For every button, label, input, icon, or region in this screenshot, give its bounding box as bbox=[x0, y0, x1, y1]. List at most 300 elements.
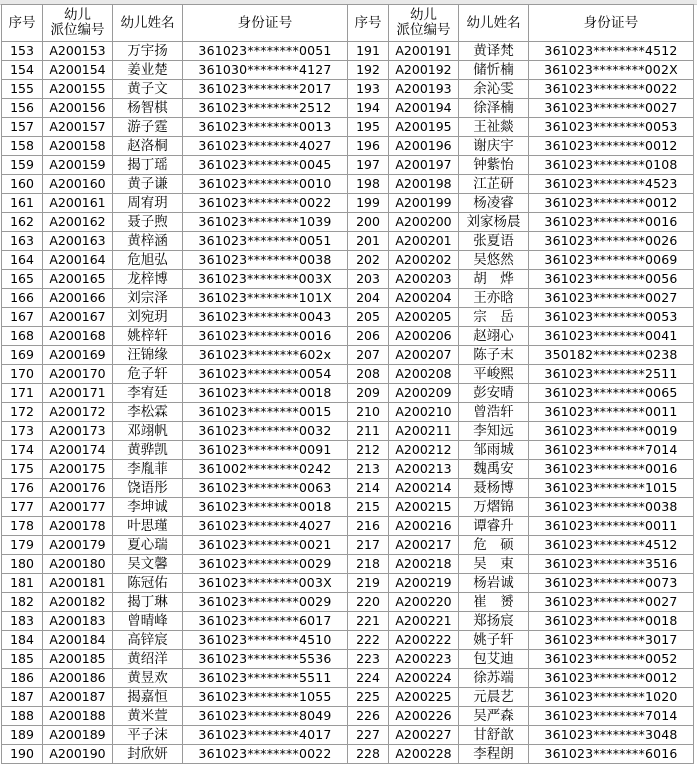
cell-left-id: 361023********4027 bbox=[183, 137, 348, 156]
cell-right-id: 361023********0011 bbox=[529, 517, 694, 536]
cell-left-no: A200170 bbox=[43, 365, 113, 384]
cell-left-id: 361023********003X bbox=[183, 270, 348, 289]
cell-right-no: A200193 bbox=[389, 80, 459, 99]
cell-right-id: 361023********0026 bbox=[529, 232, 694, 251]
cell-left-no: A200179 bbox=[43, 536, 113, 555]
cell-right-seq: 200 bbox=[348, 213, 389, 232]
cell-left-id: 361023********602x bbox=[183, 346, 348, 365]
table-row bbox=[2, 726, 694, 745]
cell-right-name: 徐泽楠 bbox=[459, 99, 529, 118]
cell-right-seq: 192 bbox=[348, 61, 389, 80]
cell-right-name: 邹雨城 bbox=[459, 441, 529, 460]
cell-left-no: A200188 bbox=[43, 707, 113, 726]
cell-left-seq: 173 bbox=[2, 422, 43, 441]
cell-right-seq: 228 bbox=[348, 745, 389, 764]
cell-right-seq: 215 bbox=[348, 498, 389, 517]
cell-left-no: A200175 bbox=[43, 460, 113, 479]
cell-left-name: 吴文馨 bbox=[113, 555, 183, 574]
cell-right-no: A200198 bbox=[389, 175, 459, 194]
cell-left-id: 361023********4510 bbox=[183, 631, 348, 650]
cell-right-name: 包艾迪 bbox=[459, 650, 529, 669]
cell-right-no: A200214 bbox=[389, 479, 459, 498]
cell-right-name: 谢庆宇 bbox=[459, 137, 529, 156]
cell-left-seq: 170 bbox=[2, 365, 43, 384]
cell-right-name: 郑扬宸 bbox=[459, 612, 529, 631]
cell-left-seq: 190 bbox=[2, 745, 43, 764]
cell-right-no: A200211 bbox=[389, 422, 459, 441]
enrollment-table bbox=[1, 4, 694, 764]
header-id-right: 身份证号 bbox=[529, 5, 694, 42]
cell-right-name: 储忻楠 bbox=[459, 61, 529, 80]
cell-right-seq: 220 bbox=[348, 593, 389, 612]
header-number-left bbox=[43, 5, 113, 42]
cell-right-no: A200200 bbox=[389, 213, 459, 232]
cell-right-no: A200217 bbox=[389, 536, 459, 555]
cell-right-id: 361023********0038 bbox=[529, 498, 694, 517]
cell-left-id: 361023********0063 bbox=[183, 479, 348, 498]
cell-left-seq: 160 bbox=[2, 175, 43, 194]
cell-right-name: 胡 烨 bbox=[459, 270, 529, 289]
cell-left-no: A200184 bbox=[43, 631, 113, 650]
cell-right-name: 余沁雯 bbox=[459, 80, 529, 99]
cell-left-id: 361023********0038 bbox=[183, 251, 348, 270]
table-row bbox=[2, 118, 694, 137]
cell-right-no: A200210 bbox=[389, 403, 459, 422]
cell-left-id: 361023********5511 bbox=[183, 669, 348, 688]
cell-left-id: 361023********0018 bbox=[183, 498, 348, 517]
cell-left-name: 黄昱欢 bbox=[113, 669, 183, 688]
cell-right-id: 361023********1015 bbox=[529, 479, 694, 498]
cell-right-name: 魏禹安 bbox=[459, 460, 529, 479]
cell-right-seq: 221 bbox=[348, 612, 389, 631]
header-seq-right: 序号 bbox=[348, 5, 389, 42]
cell-left-seq: 167 bbox=[2, 308, 43, 327]
cell-left-id: 361023********5536 bbox=[183, 650, 348, 669]
table-row bbox=[2, 289, 694, 308]
cell-left-seq: 168 bbox=[2, 327, 43, 346]
cell-right-id: 361023********0016 bbox=[529, 460, 694, 479]
cell-left-no: A200161 bbox=[43, 194, 113, 213]
cell-left-id: 361023********101X bbox=[183, 289, 348, 308]
cell-left-name: 刘宛玥 bbox=[113, 308, 183, 327]
cell-left-seq: 164 bbox=[2, 251, 43, 270]
cell-left-id: 361023********0045 bbox=[183, 156, 348, 175]
cell-right-no: A200194 bbox=[389, 99, 459, 118]
cell-right-seq: 209 bbox=[348, 384, 389, 403]
cell-left-name: 高锌宸 bbox=[113, 631, 183, 650]
cell-left-id: 361023********0018 bbox=[183, 384, 348, 403]
cell-left-seq: 169 bbox=[2, 346, 43, 365]
cell-right-seq: 224 bbox=[348, 669, 389, 688]
cell-left-no: A200173 bbox=[43, 422, 113, 441]
cell-left-name: 揭嘉恒 bbox=[113, 688, 183, 707]
cell-left-no: A200169 bbox=[43, 346, 113, 365]
cell-right-name: 杨凌睿 bbox=[459, 194, 529, 213]
cell-left-id: 361023********0029 bbox=[183, 555, 348, 574]
table-row bbox=[2, 175, 694, 194]
cell-left-seq: 188 bbox=[2, 707, 43, 726]
table-row bbox=[2, 365, 694, 384]
cell-left-name: 黄米萱 bbox=[113, 707, 183, 726]
cell-left-id: 361023********0021 bbox=[183, 536, 348, 555]
table-row bbox=[2, 137, 694, 156]
cell-right-id: 361023********0027 bbox=[529, 289, 694, 308]
cell-left-seq: 178 bbox=[2, 517, 43, 536]
cell-left-seq: 162 bbox=[2, 213, 43, 232]
cell-right-id: 361023********0108 bbox=[529, 156, 694, 175]
cell-left-no: A200158 bbox=[43, 137, 113, 156]
cell-left-seq: 171 bbox=[2, 384, 43, 403]
cell-right-id: 361023********0011 bbox=[529, 403, 694, 422]
cell-right-id: 361023********0012 bbox=[529, 194, 694, 213]
cell-left-name: 封欣妍 bbox=[113, 745, 183, 764]
table-row bbox=[2, 745, 694, 764]
cell-left-name: 危子轩 bbox=[113, 365, 183, 384]
table-row bbox=[2, 346, 694, 365]
table-row bbox=[2, 688, 694, 707]
cell-right-seq: 204 bbox=[348, 289, 389, 308]
cell-left-id: 361023********2017 bbox=[183, 80, 348, 99]
cell-right-seq: 194 bbox=[348, 99, 389, 118]
table-row bbox=[2, 327, 694, 346]
cell-right-no: A200228 bbox=[389, 745, 459, 764]
header-number-left-line2: 派位编号 bbox=[50, 22, 105, 38]
cell-right-id: 361023********0053 bbox=[529, 118, 694, 137]
cell-right-name: 江芷研 bbox=[459, 175, 529, 194]
table-row bbox=[2, 707, 694, 726]
cell-left-seq: 184 bbox=[2, 631, 43, 650]
table-row bbox=[2, 80, 694, 99]
cell-right-seq: 206 bbox=[348, 327, 389, 346]
cell-right-seq: 222 bbox=[348, 631, 389, 650]
cell-right-seq: 223 bbox=[348, 650, 389, 669]
cell-right-seq: 196 bbox=[348, 137, 389, 156]
cell-left-id: 361023********0010 bbox=[183, 175, 348, 194]
table-row bbox=[2, 460, 694, 479]
table-row bbox=[2, 156, 694, 175]
cell-right-name: 崔 赟 bbox=[459, 593, 529, 612]
cell-right-name: 平峻熙 bbox=[459, 365, 529, 384]
cell-right-id: 361023********0012 bbox=[529, 669, 694, 688]
cell-left-no: A200177 bbox=[43, 498, 113, 517]
cell-right-seq: 212 bbox=[348, 441, 389, 460]
cell-right-id: 361023********0056 bbox=[529, 270, 694, 289]
cell-left-name: 李胤菲 bbox=[113, 460, 183, 479]
header-number-right-line2: 派位编号 bbox=[396, 22, 451, 38]
cell-left-name: 危旭弘 bbox=[113, 251, 183, 270]
cell-left-seq: 180 bbox=[2, 555, 43, 574]
cell-right-seq: 191 bbox=[348, 42, 389, 61]
table-row bbox=[2, 213, 694, 232]
cell-right-no: A200223 bbox=[389, 650, 459, 669]
cell-right-seq: 202 bbox=[348, 251, 389, 270]
cell-left-name: 赵洛桐 bbox=[113, 137, 183, 156]
table-row bbox=[2, 422, 694, 441]
cell-right-no: A200209 bbox=[389, 384, 459, 403]
cell-right-seq: 227 bbox=[348, 726, 389, 745]
cell-right-no: A200201 bbox=[389, 232, 459, 251]
cell-left-no: A200182 bbox=[43, 593, 113, 612]
cell-right-seq: 226 bbox=[348, 707, 389, 726]
cell-left-seq: 163 bbox=[2, 232, 43, 251]
cell-left-seq: 181 bbox=[2, 574, 43, 593]
cell-left-name: 聂子煦 bbox=[113, 213, 183, 232]
table-row bbox=[2, 232, 694, 251]
cell-left-no: A200172 bbox=[43, 403, 113, 422]
cell-left-name: 杨智棋 bbox=[113, 99, 183, 118]
cell-right-seq: 218 bbox=[348, 555, 389, 574]
cell-right-id: 361023********002X bbox=[529, 61, 694, 80]
cell-left-id: 361023********6017 bbox=[183, 612, 348, 631]
cell-left-no: A200153 bbox=[43, 42, 113, 61]
cell-right-name: 危 硕 bbox=[459, 536, 529, 555]
cell-right-name: 吴严森 bbox=[459, 707, 529, 726]
cell-left-name: 黄子谦 bbox=[113, 175, 183, 194]
cell-left-id: 361023********0091 bbox=[183, 441, 348, 460]
cell-left-no: A200186 bbox=[43, 669, 113, 688]
cell-left-name: 李坤诚 bbox=[113, 498, 183, 517]
cell-right-name: 李知远 bbox=[459, 422, 529, 441]
table-body bbox=[2, 42, 694, 764]
cell-left-name: 饶语彤 bbox=[113, 479, 183, 498]
cell-left-no: A200160 bbox=[43, 175, 113, 194]
cell-right-no: A200205 bbox=[389, 308, 459, 327]
cell-right-no: A200224 bbox=[389, 669, 459, 688]
cell-right-id: 361023********6016 bbox=[529, 745, 694, 764]
cell-right-id: 361023********4512 bbox=[529, 42, 694, 61]
cell-right-no: A200191 bbox=[389, 42, 459, 61]
cell-left-seq: 172 bbox=[2, 403, 43, 422]
table-row bbox=[2, 194, 694, 213]
cell-right-name: 徐苏端 bbox=[459, 669, 529, 688]
cell-left-seq: 187 bbox=[2, 688, 43, 707]
cell-right-no: A200203 bbox=[389, 270, 459, 289]
cell-left-id: 361002********0242 bbox=[183, 460, 348, 479]
cell-right-no: A200221 bbox=[389, 612, 459, 631]
cell-right-seq: 216 bbox=[348, 517, 389, 536]
cell-right-no: A200206 bbox=[389, 327, 459, 346]
table-row bbox=[2, 669, 694, 688]
cell-right-name: 彭安晴 bbox=[459, 384, 529, 403]
cell-left-name: 游子霆 bbox=[113, 118, 183, 137]
cell-right-id: 361023********0016 bbox=[529, 213, 694, 232]
cell-right-id: 361023********0018 bbox=[529, 612, 694, 631]
cell-left-seq: 161 bbox=[2, 194, 43, 213]
cell-right-seq: 211 bbox=[348, 422, 389, 441]
cell-left-name: 揭丁琳 bbox=[113, 593, 183, 612]
cell-right-name: 宗 岳 bbox=[459, 308, 529, 327]
table-row bbox=[2, 384, 694, 403]
cell-left-no: A200166 bbox=[43, 289, 113, 308]
cell-left-name: 李松霖 bbox=[113, 403, 183, 422]
cell-left-no: A200174 bbox=[43, 441, 113, 460]
cell-left-seq: 166 bbox=[2, 289, 43, 308]
cell-left-name: 黄梓涵 bbox=[113, 232, 183, 251]
cell-right-id: 361023********0012 bbox=[529, 137, 694, 156]
cell-right-id: 361023********0052 bbox=[529, 650, 694, 669]
cell-right-id: 361023********3017 bbox=[529, 631, 694, 650]
cell-left-name: 万宇扬 bbox=[113, 42, 183, 61]
cell-left-name: 龙梓博 bbox=[113, 270, 183, 289]
cell-left-id: 361030********4127 bbox=[183, 61, 348, 80]
cell-right-id: 361023********4523 bbox=[529, 175, 694, 194]
cell-left-name: 揭丁瑶 bbox=[113, 156, 183, 175]
cell-left-id: 361023********0013 bbox=[183, 118, 348, 137]
cell-right-id: 350182********0238 bbox=[529, 346, 694, 365]
cell-left-name: 姚梓轩 bbox=[113, 327, 183, 346]
cell-left-id: 361023********0016 bbox=[183, 327, 348, 346]
cell-left-seq: 189 bbox=[2, 726, 43, 745]
cell-right-seq: 193 bbox=[348, 80, 389, 99]
cell-right-name: 姚子轩 bbox=[459, 631, 529, 650]
header-name-left: 幼儿姓名 bbox=[113, 5, 183, 42]
cell-right-seq: 198 bbox=[348, 175, 389, 194]
cell-left-seq: 153 bbox=[2, 42, 43, 61]
cell-right-no: A200207 bbox=[389, 346, 459, 365]
cell-left-no: A200183 bbox=[43, 612, 113, 631]
cell-left-no: A200180 bbox=[43, 555, 113, 574]
cell-left-id: 361023********0015 bbox=[183, 403, 348, 422]
cell-right-no: A200218 bbox=[389, 555, 459, 574]
cell-left-id: 361023********2512 bbox=[183, 99, 348, 118]
cell-left-id: 361023********4017 bbox=[183, 726, 348, 745]
cell-right-seq: 195 bbox=[348, 118, 389, 137]
cell-right-id: 361023********0073 bbox=[529, 574, 694, 593]
cell-left-name: 陈冠佑 bbox=[113, 574, 183, 593]
cell-right-no: A200204 bbox=[389, 289, 459, 308]
table-row bbox=[2, 99, 694, 118]
cell-right-seq: 219 bbox=[348, 574, 389, 593]
cell-right-name: 赵翊心 bbox=[459, 327, 529, 346]
cell-right-id: 361023********0027 bbox=[529, 99, 694, 118]
cell-left-id: 361023********0029 bbox=[183, 593, 348, 612]
cell-left-name: 姜业楚 bbox=[113, 61, 183, 80]
cell-right-seq: 199 bbox=[348, 194, 389, 213]
cell-right-no: A200212 bbox=[389, 441, 459, 460]
cell-right-seq: 197 bbox=[348, 156, 389, 175]
header-number-left-line1: 幼儿 bbox=[64, 7, 91, 23]
cell-left-seq: 158 bbox=[2, 137, 43, 156]
cell-left-no: A200168 bbox=[43, 327, 113, 346]
cell-right-name: 万熠锦 bbox=[459, 498, 529, 517]
cell-right-seq: 205 bbox=[348, 308, 389, 327]
table-row bbox=[2, 270, 694, 289]
cell-right-name: 李程朗 bbox=[459, 745, 529, 764]
cell-left-id: 361023********0051 bbox=[183, 42, 348, 61]
table-row bbox=[2, 61, 694, 80]
cell-right-id: 361023********2511 bbox=[529, 365, 694, 384]
cell-left-name: 刘宗泽 bbox=[113, 289, 183, 308]
table-row bbox=[2, 612, 694, 631]
cell-left-no: A200165 bbox=[43, 270, 113, 289]
cell-left-seq: 185 bbox=[2, 650, 43, 669]
cell-left-no: A200187 bbox=[43, 688, 113, 707]
cell-left-no: A200155 bbox=[43, 80, 113, 99]
cell-right-no: A200220 bbox=[389, 593, 459, 612]
header-name-right: 幼儿姓名 bbox=[459, 5, 529, 42]
table-row bbox=[2, 251, 694, 270]
cell-left-seq: 157 bbox=[2, 118, 43, 137]
cell-left-no: A200157 bbox=[43, 118, 113, 137]
cell-right-no: A200213 bbox=[389, 460, 459, 479]
cell-left-no: A200190 bbox=[43, 745, 113, 764]
table-row bbox=[2, 574, 694, 593]
table-row bbox=[2, 555, 694, 574]
cell-left-id: 361023********0022 bbox=[183, 194, 348, 213]
cell-left-name: 汪锦缘 bbox=[113, 346, 183, 365]
table-row bbox=[2, 403, 694, 422]
cell-left-name: 平子沫 bbox=[113, 726, 183, 745]
cell-left-id: 361023********1039 bbox=[183, 213, 348, 232]
cell-left-seq: 154 bbox=[2, 61, 43, 80]
cell-left-seq: 183 bbox=[2, 612, 43, 631]
cell-right-id: 361023********4512 bbox=[529, 536, 694, 555]
cell-right-name: 张夏语 bbox=[459, 232, 529, 251]
cell-right-id: 361023********0022 bbox=[529, 80, 694, 99]
cell-right-id: 361023********0027 bbox=[529, 593, 694, 612]
cell-right-no: A200202 bbox=[389, 251, 459, 270]
cell-right-name: 王亦晗 bbox=[459, 289, 529, 308]
cell-right-no: A200195 bbox=[389, 118, 459, 137]
cell-right-name: 吴悠然 bbox=[459, 251, 529, 270]
cell-left-seq: 156 bbox=[2, 99, 43, 118]
cell-right-no: A200208 bbox=[389, 365, 459, 384]
cell-right-name: 吴 束 bbox=[459, 555, 529, 574]
table-row bbox=[2, 631, 694, 650]
cell-left-id: 361023********0054 bbox=[183, 365, 348, 384]
cell-left-seq: 174 bbox=[2, 441, 43, 460]
cell-left-no: A200159 bbox=[43, 156, 113, 175]
cell-left-name: 黄绍洋 bbox=[113, 650, 183, 669]
cell-left-name: 周宥玥 bbox=[113, 194, 183, 213]
header-id-left: 身份证号 bbox=[183, 5, 348, 42]
cell-right-id: 361023********7014 bbox=[529, 707, 694, 726]
cell-left-seq: 159 bbox=[2, 156, 43, 175]
table-row bbox=[2, 536, 694, 555]
cell-right-name: 陈子末 bbox=[459, 346, 529, 365]
cell-right-id: 361023********3048 bbox=[529, 726, 694, 745]
table-row bbox=[2, 593, 694, 612]
cell-left-seq: 155 bbox=[2, 80, 43, 99]
cell-left-seq: 177 bbox=[2, 498, 43, 517]
table-row bbox=[2, 308, 694, 327]
cell-right-name: 黄译梵 bbox=[459, 42, 529, 61]
table-row bbox=[2, 42, 694, 61]
header-number-right-line1: 幼儿 bbox=[410, 7, 437, 23]
cell-left-seq: 182 bbox=[2, 593, 43, 612]
cell-right-seq: 214 bbox=[348, 479, 389, 498]
table-row bbox=[2, 517, 694, 536]
cell-left-name: 黄子文 bbox=[113, 80, 183, 99]
cell-left-name: 夏心瑞 bbox=[113, 536, 183, 555]
cell-right-id: 361023********0053 bbox=[529, 308, 694, 327]
header-seq-left: 序号 bbox=[2, 5, 43, 42]
cell-right-no: A200199 bbox=[389, 194, 459, 213]
cell-right-name: 钟紫怡 bbox=[459, 156, 529, 175]
cell-right-name: 元晨艺 bbox=[459, 688, 529, 707]
cell-right-id: 361023********0065 bbox=[529, 384, 694, 403]
cell-right-id: 361023********0069 bbox=[529, 251, 694, 270]
cell-left-id: 361023********1055 bbox=[183, 688, 348, 707]
cell-right-id: 361023********0019 bbox=[529, 422, 694, 441]
cell-left-no: A200167 bbox=[43, 308, 113, 327]
cell-left-no: A200164 bbox=[43, 251, 113, 270]
cell-right-no: A200215 bbox=[389, 498, 459, 517]
cell-left-no: A200154 bbox=[43, 61, 113, 80]
table-row bbox=[2, 498, 694, 517]
header-number-right bbox=[389, 5, 459, 42]
cell-left-no: A200163 bbox=[43, 232, 113, 251]
